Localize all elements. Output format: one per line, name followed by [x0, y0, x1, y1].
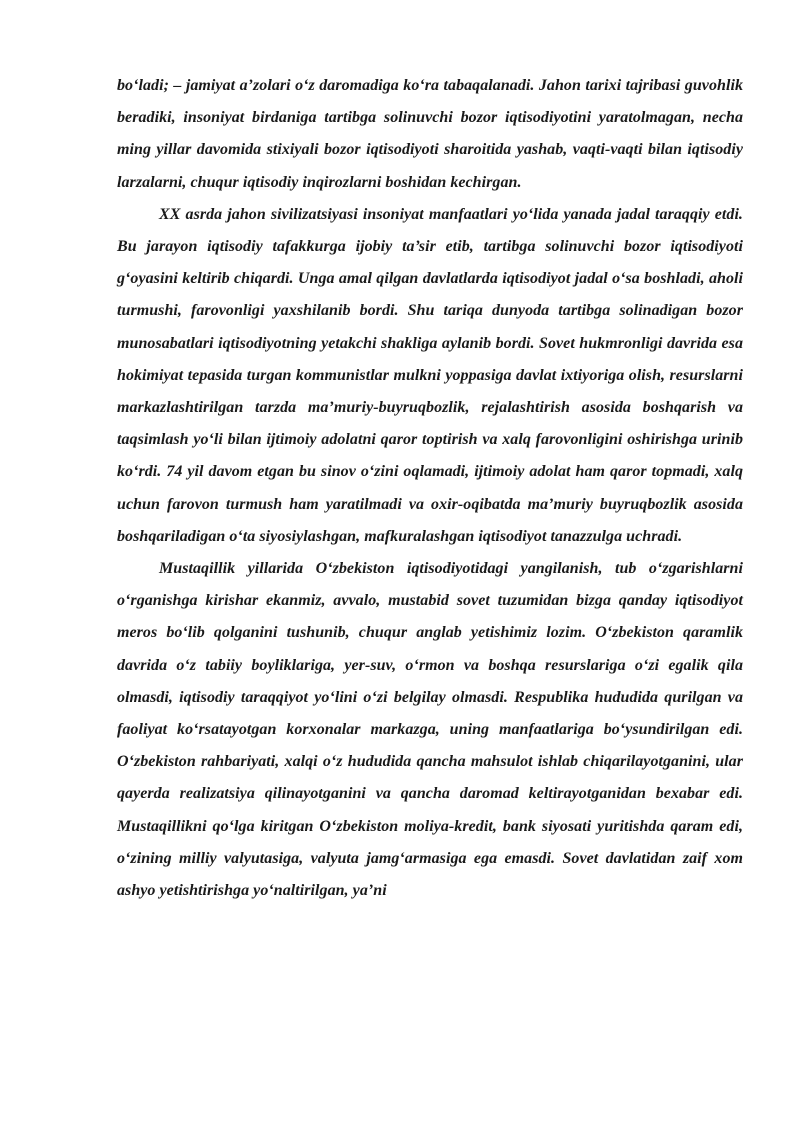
document-page	[117, 70, 743, 907]
paragraph-twentieth-century: XX asrda jahon sivilizatsiyasi insoniyat manfaatlari yo‘lida yanada jadal taraqqiy etdi. Bu jarayon iqtisodiy tafakkurga ijobiy ta’sir etib, tartibga solinuvchi bozor iqtisodiyoti g‘oyasini keltirib chiqardi. Unga amal qilgan davlatlarda iqtisodiyot jadal o‘sa boshladi, aholi turmushi, farovonligi yaxshilanib bordi. Shu tariqa dunyoda tartibga solinadigan bozor munosabatlari iqtisodiyotning yetakchi shakliga aylanib bordi. Sovet hukmronligi davrida esa hokimiyat tepasida turgan kommunistlar mulkni yoppasiga davlat ixtiyoriga olish, resurslarni markazlashtirilgan tarzda ma’muriy-buyruqbozlik, rejalashtirish asosida boshqarish va taqsimlash yo‘li bilan ijtimoiy adolatni qaror toptirish va xalq farovonligini oshirishga urinib ko‘rdi. 74 yil davom etgan bu sinov o‘zini oqlamadi, ijtimoiy adolat ham qaror topmadi, xalq uchun farovon turmush ham yaratilmadi va oxir-oqibatda ma’muriy buyruqbozlik asosida boshqariladigan o‘ta siyosiylashgan, mafkuralashgan iqtisodiyot tanazzulga uchradi.	[117, 205, 743, 545]
paragraph-continuation: bo‘ladi; – jamiyat a’zolari o‘z daromadiga ko‘ra tabaqalanadi. Jahon tarixi tajribasi guvohlik beradiki, insoniyat birdaniga tartibga solinuvchi bozor iqtisodiyotini yaratolmagan, necha ming yillar davomida stixiyali bozor iqtisodiyoti sharoitida yashab, vaqti-vaqti bilan iqtisodiy larzalarni, chuqur iqtisodiy inqirozlarni boshidan kechirgan.	[117, 77, 743, 191]
paragraph-independence-years: Mustaqillik yillarida O‘zbekiston iqtisodiyotidagi yangilanish, tub o‘zgarishlarni o‘rganishga kirishar ekanmiz, avvalo, mustabid sovet tuzumidan bizga qanday iqtisodiyot meros bo‘lib qolganini tushunib, chuqur anglab yetishimiz lozim. O‘zbekiston qaramlik davrida o‘z tabiiy boyliklariga, yer-suv, o‘rmon va boshqa resurslariga o‘zi egalik qila olmasdi, iqtisodiy taraqqiyot yo‘lini o‘zi belgilay olmasdi. Respublika hududida qurilgan va faoliyat ko‘rsatayotgan korxonalar markazga, uning manfaatlariga bo‘ysundirilgan edi. O‘zbekiston rahbariyati, xalqi o‘z hududida qancha mahsulot ishlab chiqarilayotganini, ular qayerda realizatsiya qilinayotganini va qancha daromad keltirayotganidan bexabar edi. Mustaqillikni qo‘lga kiritgan O‘zbekiston moliya-kredit, bank siyosati yuritishda qaram edi, o‘zining milliy valyutasiga, valyuta jamg‘armasiga ega emasdi. Sovet davlatidan zaif xom ashyo yetishtirishga yo‘naltirilgan, ya’ni	[117, 560, 743, 900]
